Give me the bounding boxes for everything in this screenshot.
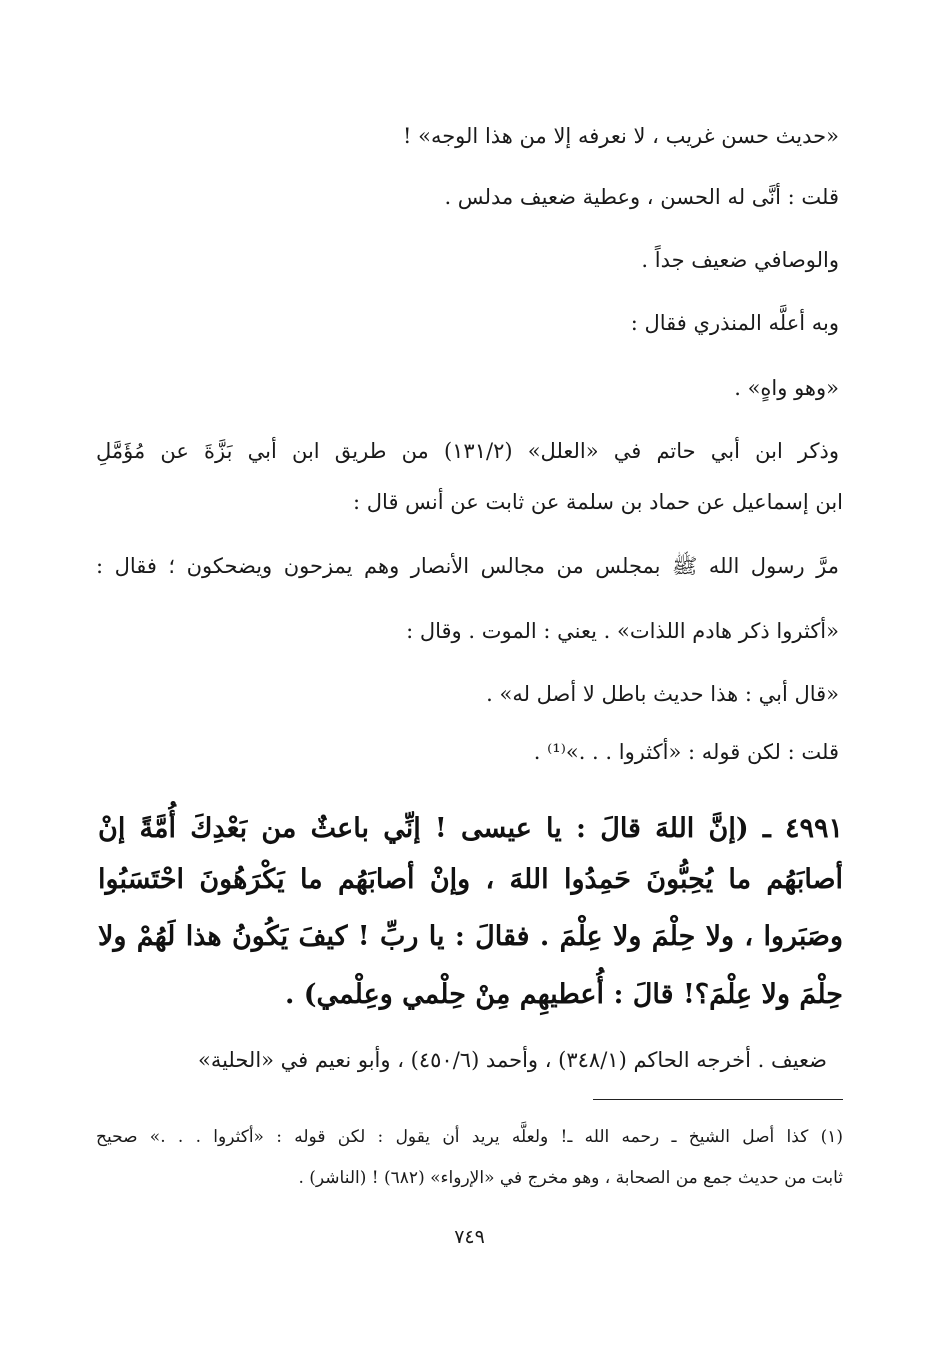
body-line-6: وذكر ابن أبي حاتم في «العلل» (١٣١/٢) من طريق ابن أبي بَزَّةَ عن مُؤَمَّلِ xyxy=(96,439,839,463)
body-line-9: «أكثروا ذكر هادم اللذات» . يعني : الموت . وقال : xyxy=(406,619,839,643)
footnote-separator xyxy=(593,1099,843,1100)
body-line-8: مرَّ رسول الله ﷺ بمجلس من مجالس الأنصار وهم يمزحون ويضحكون ؛ فقال : xyxy=(96,554,839,578)
footnote-line-1: (١) كذا أصل الشيخ ـ رحمه الله ـ! ولعلَّه يريد أن يقول : لكن قوله : «أكثروا . . .» صحيح xyxy=(96,1127,843,1147)
hadith-line-1: ٤٩٩١ ـ (إنَّ اللهَ قالَ : يا عيسى ! إنِّي باعثٌ من بَعْدِكَ أُمَّةً إنْ xyxy=(98,813,843,844)
body-line-1: «حديث حسن غريب ، لا نعرفه إلا من هذا الوجه» ! xyxy=(402,124,839,148)
footnote-line-2: ثابت من حديث جمع من الصحابة ، وهو مخرج في «الإرواء» (٦٨٢) ! (الناشر) . xyxy=(298,1168,843,1188)
body-line-7: ابن إسماعيل عن حماد بن سلمة عن ثابت عن أنس قال : xyxy=(353,490,843,514)
hadith-line-3: وصَبَروا ، ولا حِلْمَ ولا عِلْمَ . فقالَ : يا ربِّ ! كيفَ يَكُونُ هذا لَهُمْ ولا xyxy=(98,921,843,952)
body-line-5: «وهو واهٍ» . xyxy=(734,376,839,400)
body-line-3: والوصافي ضعيف جداً . xyxy=(641,248,839,272)
takhrij-line: ضعيف . أخرجه الحاكم (٣٤٨/١) ، وأحمد (٤٥٠/٦) ، وأبو نعيم في «الحلية» xyxy=(197,1048,827,1072)
body-line-11: قلت : لكن قوله : «أكثروا . . .»⁽¹⁾ . xyxy=(533,740,839,764)
body-line-10: «قال أبي : هذا حديث باطل لا أصل له» . xyxy=(486,682,839,706)
body-line-2: قلت : أنَّى له الحسن ، وعطية ضعيف مدلس . xyxy=(444,185,839,209)
page-number: ٧٤٩ xyxy=(454,1226,485,1248)
body-line-4: وبه أعلَّه المنذري فقال : xyxy=(630,311,839,335)
hadith-line-4: حِلْمَ ولا عِلْمَ؟! قالَ : أُعطيهِم مِنْ حِلْمي وعِلْمي) . xyxy=(284,979,843,1010)
hadith-line-2: أصابَهُم ما يُحِبُّونَ حَمِدُوا اللهَ ، وإنْ أصابَهُم ما يَكْرَهُونَ احْتَسَبُوا xyxy=(98,864,843,895)
